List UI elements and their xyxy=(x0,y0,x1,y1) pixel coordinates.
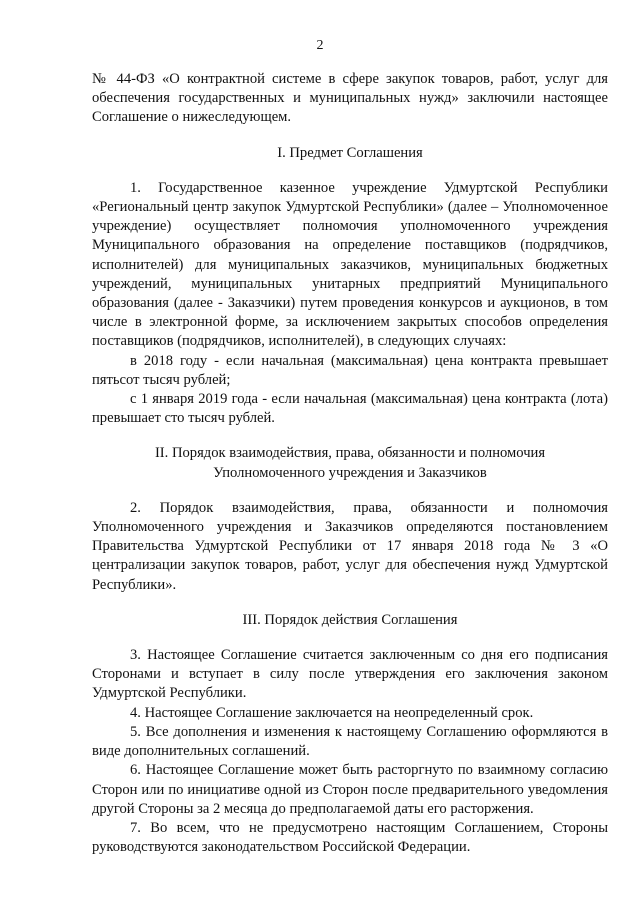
section-3-paragraph-1: 3. Настоящее Соглашение считается заключенным со дня его подписания Сторонами и вступает в силу после утверждения его заключения законом Удмуртской Республики. xyxy=(92,647,608,702)
section-1-paragraph-3: с 1 января 2019 года - если начальная (максимальная) цена контракта (лота) превышает сто тысяч рублей. xyxy=(92,391,608,427)
page-number: 2 xyxy=(316,38,324,53)
section-2-paragraph-1: 2. Порядок взаимодействия, права, обязанности и полномочия Уполномоченного учреждения и Заказчиков определяются постановлением Правительства Удмуртской Республики от 17 января 2018 года № 3 «О централизации закупок товаров, работ, услуг для обеспечения нужд Удмуртской Республики». xyxy=(92,499,608,593)
intro-paragraph: № 44-ФЗ «О контрактной системе в сфере закупок товаров, работ, услуг для обеспечения государственных и муниципальных нужд» заключили настоящее Соглашение о нижеследующем. xyxy=(92,71,608,126)
section-3-paragraph-2: 4. Настоящее Соглашение заключается на неопределенный срок. xyxy=(130,704,534,721)
section-2-heading-line-2: Уполномоченного учреждения и Заказчиков xyxy=(213,464,487,481)
section-3-heading: III. Порядок действия Соглашения xyxy=(242,611,458,628)
document-body xyxy=(92,70,608,857)
section-3-paragraph-3: 5. Все дополнения и изменения к настоящему Соглашению оформляются в виде дополнительных соглашений. xyxy=(92,723,608,760)
section-2-heading-line-1: II. Порядок взаимодействия, права, обязанности и полномочия xyxy=(154,445,546,462)
section-3-paragraph-4: 6. Настоящее Соглашение может быть расторгнуто по взаимному согласию Сторон или по инициативе одной из Сторон после предварительного уведомления другой Стороны за 2 месяца до предполагаемой даты его расторжения. xyxy=(92,762,608,817)
section-3-paragraph-5: 7. Во всем, что не предусмотрено настоящим Соглашением, Стороны руководствуются законодательством Российской Федерации. xyxy=(92,819,608,856)
section-1-heading: I. Предмет Соглашения xyxy=(277,144,423,161)
section-1-paragraph-1: 1. Государственное казенное учреждение Удмуртской Республики «Региональный центр закупок Удмуртской Республики» (далее – Уполномоченное учреждение) осуществляет полномочия уполномоченного учреждения Муниципального образования на определение поставщиков (подрядчиков, исполнителей) для муниципальных заказчиков, муниципальных бюджетных учреждений, муниципальных унитарных предприятий Муниципального образования (далее - Заказчики) путем проведения конкурсов и аукционов, в том числе в электронной форме, за исключением закрытых способов определения поставщиков (подрядчиков, исполнителей), в следующих случаях: xyxy=(92,179,608,350)
section-1-paragraph-2: в 2018 году - если начальная (максимальная) цена контракта превышает пятьсот тысяч рублей; xyxy=(92,352,608,388)
